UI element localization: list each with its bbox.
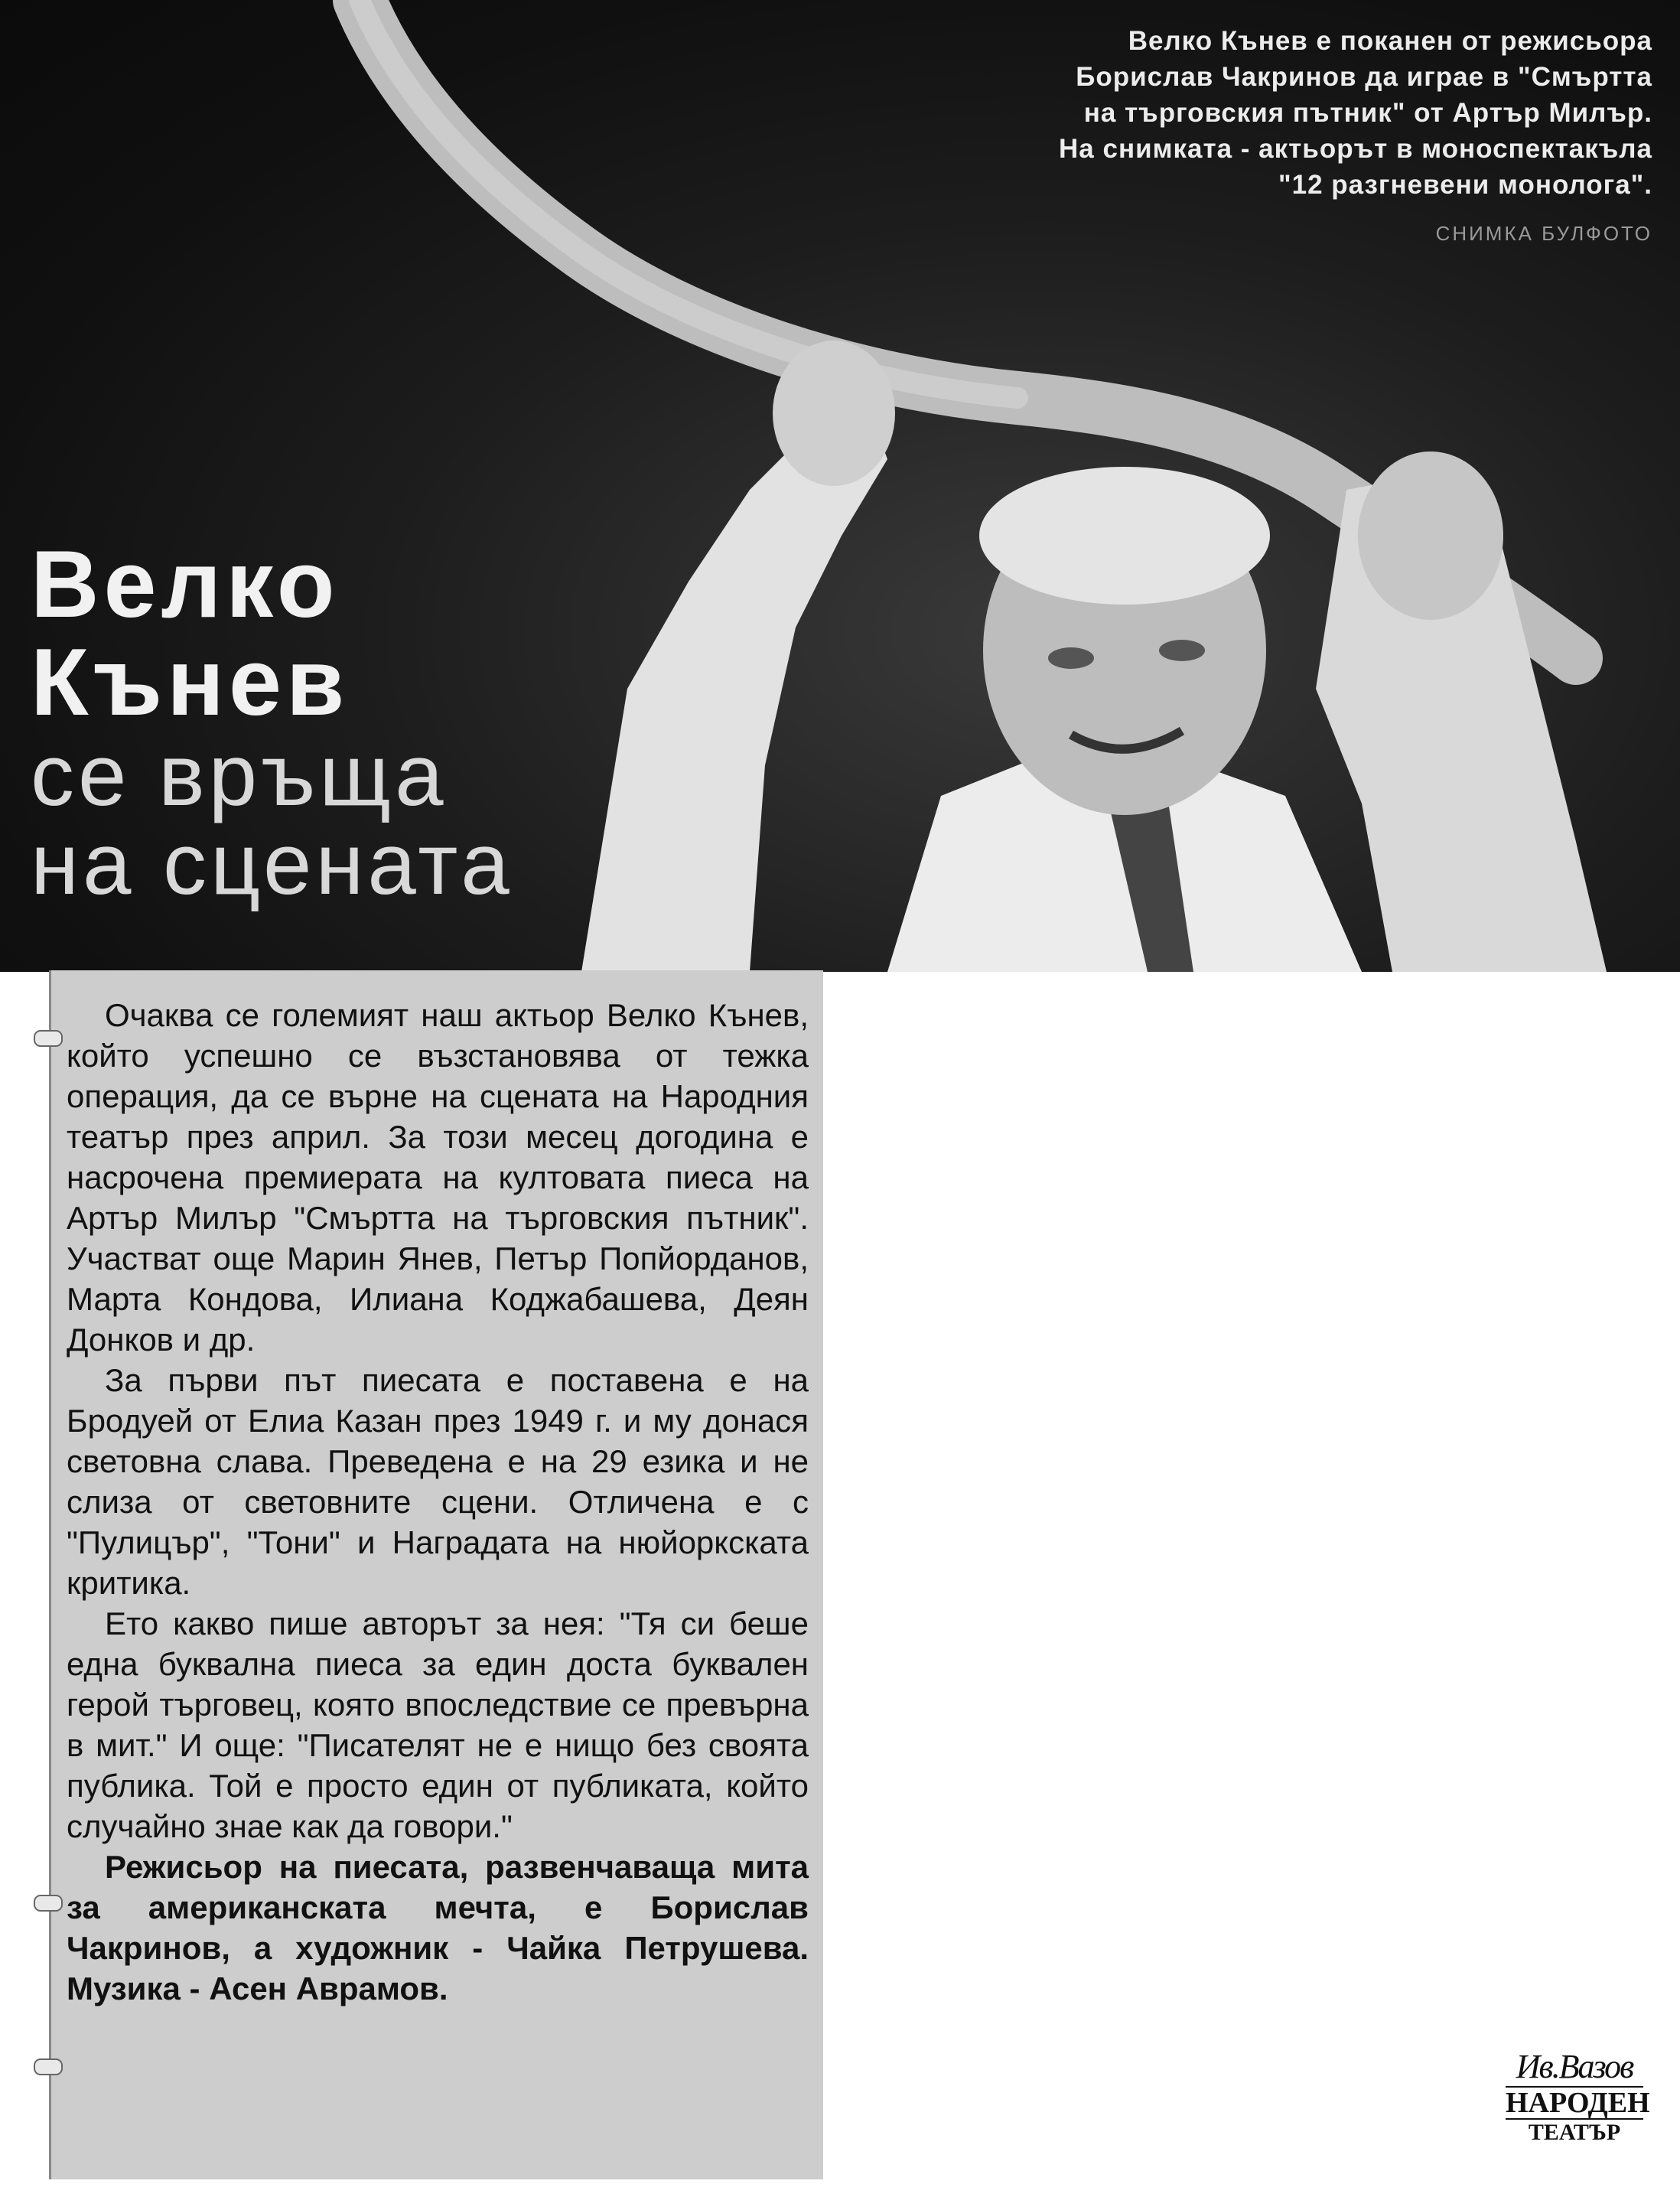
caption-line: На снимката - актьорът в моноспектакъла bbox=[1059, 134, 1652, 164]
article-closing-paragraph: Режисьор на пиесата, развенчаваща мита за американската мечта, е Борислав Чакринов, а художник - Чайка Петрушева. Музика - Асен Аврамов. bbox=[67, 1849, 809, 2006]
article-body bbox=[67, 995, 809, 2009]
caption-line: Борислав Чакринов да играе в "Смъртта bbox=[1076, 62, 1652, 92]
caption-line: "12 разгневени монолога". bbox=[1278, 170, 1652, 200]
article-paragraph: Ето какво пише авторът за нея: "Тя си беше една буквална пиеса за един доста буквален герой търговец, която впоследствие се превърна в мит." И още: "Писателят не е нищо без своята публика. Той е просто един от публиката, който случайно знае как да говори." bbox=[67, 1605, 809, 1844]
caption-line: на търговския пътник" от Артър Милър. bbox=[1083, 98, 1652, 128]
article-paragraph: За първи път пиесата е поставена е на Бродуей от Елиа Казан през 1949 г. и му донася световна слава. Преведена е на 29 езика и не слиза от световните сцени. Отличена е с "Пулицър", "Тони" и Наградата на нюйоркската критика. bbox=[67, 1362, 809, 1601]
headline-name-line2: Кънев bbox=[31, 630, 350, 735]
photo-credit: СНИМКА БУЛФОТО bbox=[1435, 222, 1652, 245]
article-paragraph: Очаква се големият наш актьор Велко Кънев, който успешно се възстановява от тежка операция, да се върне на сцената на Народния театър през април. За този месец догодина е насрочена премиерата на култовата пиеса на Артър Милър "Смъртта на търговския пътник". Участват още Марин Янев, Петър Попйорданов, Марта Кондова, Илиана Коджабашева, Деян Донков и др. bbox=[67, 997, 809, 1358]
logo-line1: НАРОДЕН bbox=[1506, 2087, 1650, 2119]
binder-hole-mark bbox=[34, 1895, 63, 1912]
logo-signature: Ив.Вазов bbox=[1516, 2048, 1633, 2085]
headline-name-line1: Велко bbox=[31, 532, 340, 637]
caption-line: Велко Кънев е поканен от режисьора bbox=[1128, 26, 1652, 56]
headline-sub-line2: на сцената bbox=[31, 816, 513, 913]
binder-hole-mark bbox=[34, 1030, 63, 1047]
logo-line2: ТЕАТЪР bbox=[1528, 2120, 1621, 2145]
headline bbox=[31, 532, 513, 913]
headline-sub-line1: се връща bbox=[31, 727, 448, 824]
photo-caption bbox=[796, 23, 1652, 203]
actor-photo bbox=[0, 0, 1680, 972]
article-column bbox=[49, 970, 823, 2179]
national-theatre-logo bbox=[1506, 2048, 1650, 2163]
binder-hole-mark bbox=[34, 2058, 63, 2075]
